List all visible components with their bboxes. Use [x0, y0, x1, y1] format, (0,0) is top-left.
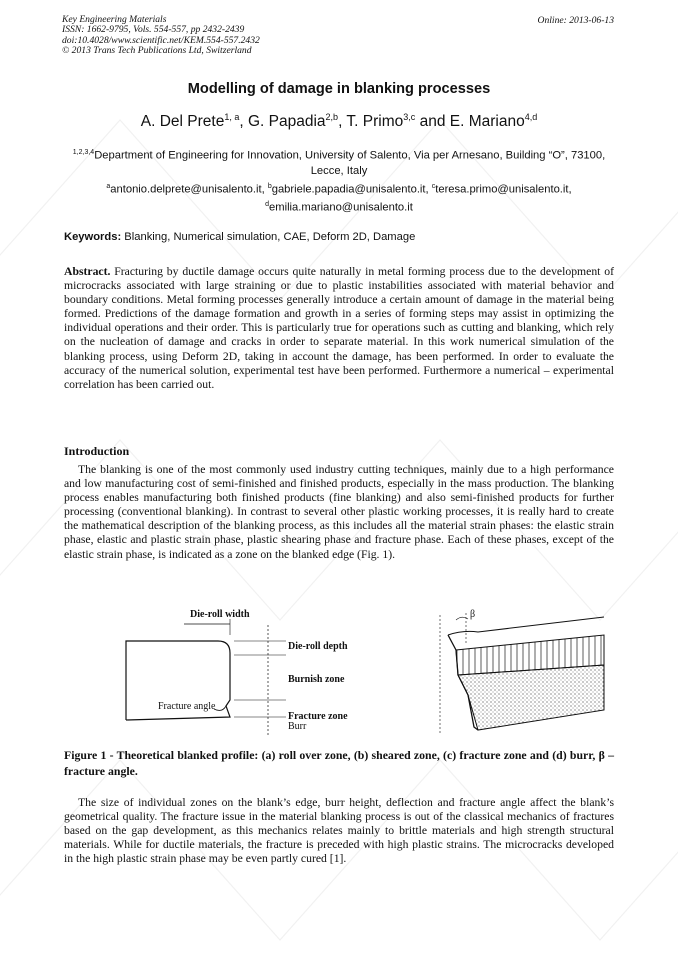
section-view-diagram	[440, 613, 604, 735]
blank-profile-diagram	[126, 619, 286, 735]
section-heading-introduction: Introduction	[64, 444, 130, 458]
abstract-label: Abstract.	[64, 265, 111, 278]
fracture-angle-arc	[214, 706, 226, 710]
label-fracture-zone: Fracture zone	[288, 711, 348, 722]
author-separator: ,	[338, 113, 347, 131]
online-date: Online: 2013-06-13	[537, 15, 614, 26]
affiliation-sup: 1,2,3,4	[72, 149, 95, 156]
affiliation-text: Department of Engineering for Innovation, University of Salento, Via per Arnesano, Building “O”, 73100, Lecce, Italy	[94, 149, 606, 177]
email: teresa.primo@unisalento.it,	[435, 183, 572, 196]
figure-1	[118, 605, 608, 740]
paragraph-blank-edge-zones: The size of individual zones on the blank’s edge, burr height, deflection and fracture angle affect the blank’s geometrical quality. The fracture issue in the material blanking process is out of the classical mechanics of fractures based on the gap development, as this mechanics relates mainly to brittle materials and high strength structural materials. While for ductile materials, the fracture is preceded with high plastic strains. The microcracks developed in the high plastic strain phase may be even partly cured [1].	[64, 796, 614, 866]
author-sup: 4,d	[524, 112, 538, 122]
figure-1-caption: Figure 1 - Theoretical blanked profile: (a) roll over zone, (b) sheared zone, (c) fracture zone and (d) burr, β –fracture angle.	[64, 748, 614, 778]
abstract	[64, 265, 614, 392]
keywords-label: Keywords:	[64, 231, 122, 243]
issn-line: ISSN: 1662-9795, Vols. 554-557, pp 2432-2439	[62, 24, 245, 36]
author-list	[0, 112, 678, 131]
keywords-text: Blanking, Numerical simulation, CAE, Deform 2D, Damage	[121, 231, 416, 243]
label-beta: β	[470, 609, 476, 620]
email-sup: a	[106, 183, 111, 190]
label-burnish-zone: Burnish zone	[288, 674, 345, 685]
email-sup: c	[431, 183, 436, 190]
author-sup: 1, a	[224, 112, 240, 122]
copyright-line: © 2013 Trans Tech Publications Ltd, Switzerland	[62, 45, 252, 57]
journal-header	[62, 15, 260, 57]
author-sup: 2,b	[325, 112, 339, 122]
introduction-paragraph: The blanking is one of the most commonly used industry cutting techniques, mainly due to a high performance and low manufacturing cost of semi-finished and finished products, especially in the mass production. The blanking process enables manufacturing both finished products (fine blanking) and also semi-finished products for further processing (conventional blanking). In contrast to several other plastic working processes, it is really hard to create the mathematical description of the blanking process, as this includes all the material strain phases: the elastic strain phase, elastic and plastic strain phase, plastic shearing phase and fracture phase. Each of these phases, except of the elastic strain phase, is indicated as a zone on the blanked edge (Fig. 1).	[64, 463, 614, 561]
label-die-roll-depth: Die-roll depth	[288, 641, 348, 652]
author-name: E. Mariano	[449, 113, 525, 131]
paper-title: Modelling of damage in blanking processes	[187, 81, 491, 97]
email: gabriele.papadia@unisalento.it,	[271, 183, 432, 196]
label-burr: Burr	[288, 721, 307, 732]
author-sup: 3,c	[403, 112, 416, 122]
email-sup: b	[267, 183, 272, 190]
keywords	[64, 231, 415, 243]
journal-name: Key Engineering Materials	[62, 14, 167, 25]
affiliation	[64, 145, 614, 179]
label-fracture-angle: Fracture angle	[158, 701, 216, 712]
author-emails	[64, 180, 614, 215]
abstract-text: Fracturing by ductile damage occurs quite naturally in metal forming process due to the development of microcracks associated with large straining or due to plastic instabilities associated with material behavior and boundary conditions. Metal forming processes generally introduce a certain amount of damage in the material being formed. Predictions of the damage formation and growth in a series of forming steps may assist in optimizing the individual operations and their order. This is particularly true for operations such as cutting and blanking, which rely on the nucleation of damage and cracks in order to separate material. In this work numerical simulation of the blanking process, using Deform 2D, taking in account the damage, has been performed. In order to evaluate the accuracy of the numerical solution, experimental test have been performed. Furthermore a numerical – experimental correlation has been carried out.	[64, 265, 614, 391]
fracture-zone	[458, 665, 604, 730]
author-separator: and	[415, 113, 450, 131]
doi-line: doi:10.4028/www.scientific.net/KEM.554-557.2432	[62, 34, 260, 46]
email: antonio.delprete@unisalento.it,	[110, 183, 268, 196]
email: emilia.mariano@unisalento.it	[269, 201, 413, 214]
author-name: G. Papadia	[247, 113, 326, 131]
author-name: A. Del Prete	[140, 113, 225, 131]
email-sup: d	[265, 200, 270, 208]
author-separator: ,	[239, 113, 248, 131]
author-name: T. Primo	[346, 113, 404, 131]
label-die-roll-width: Die-roll width	[190, 609, 250, 620]
